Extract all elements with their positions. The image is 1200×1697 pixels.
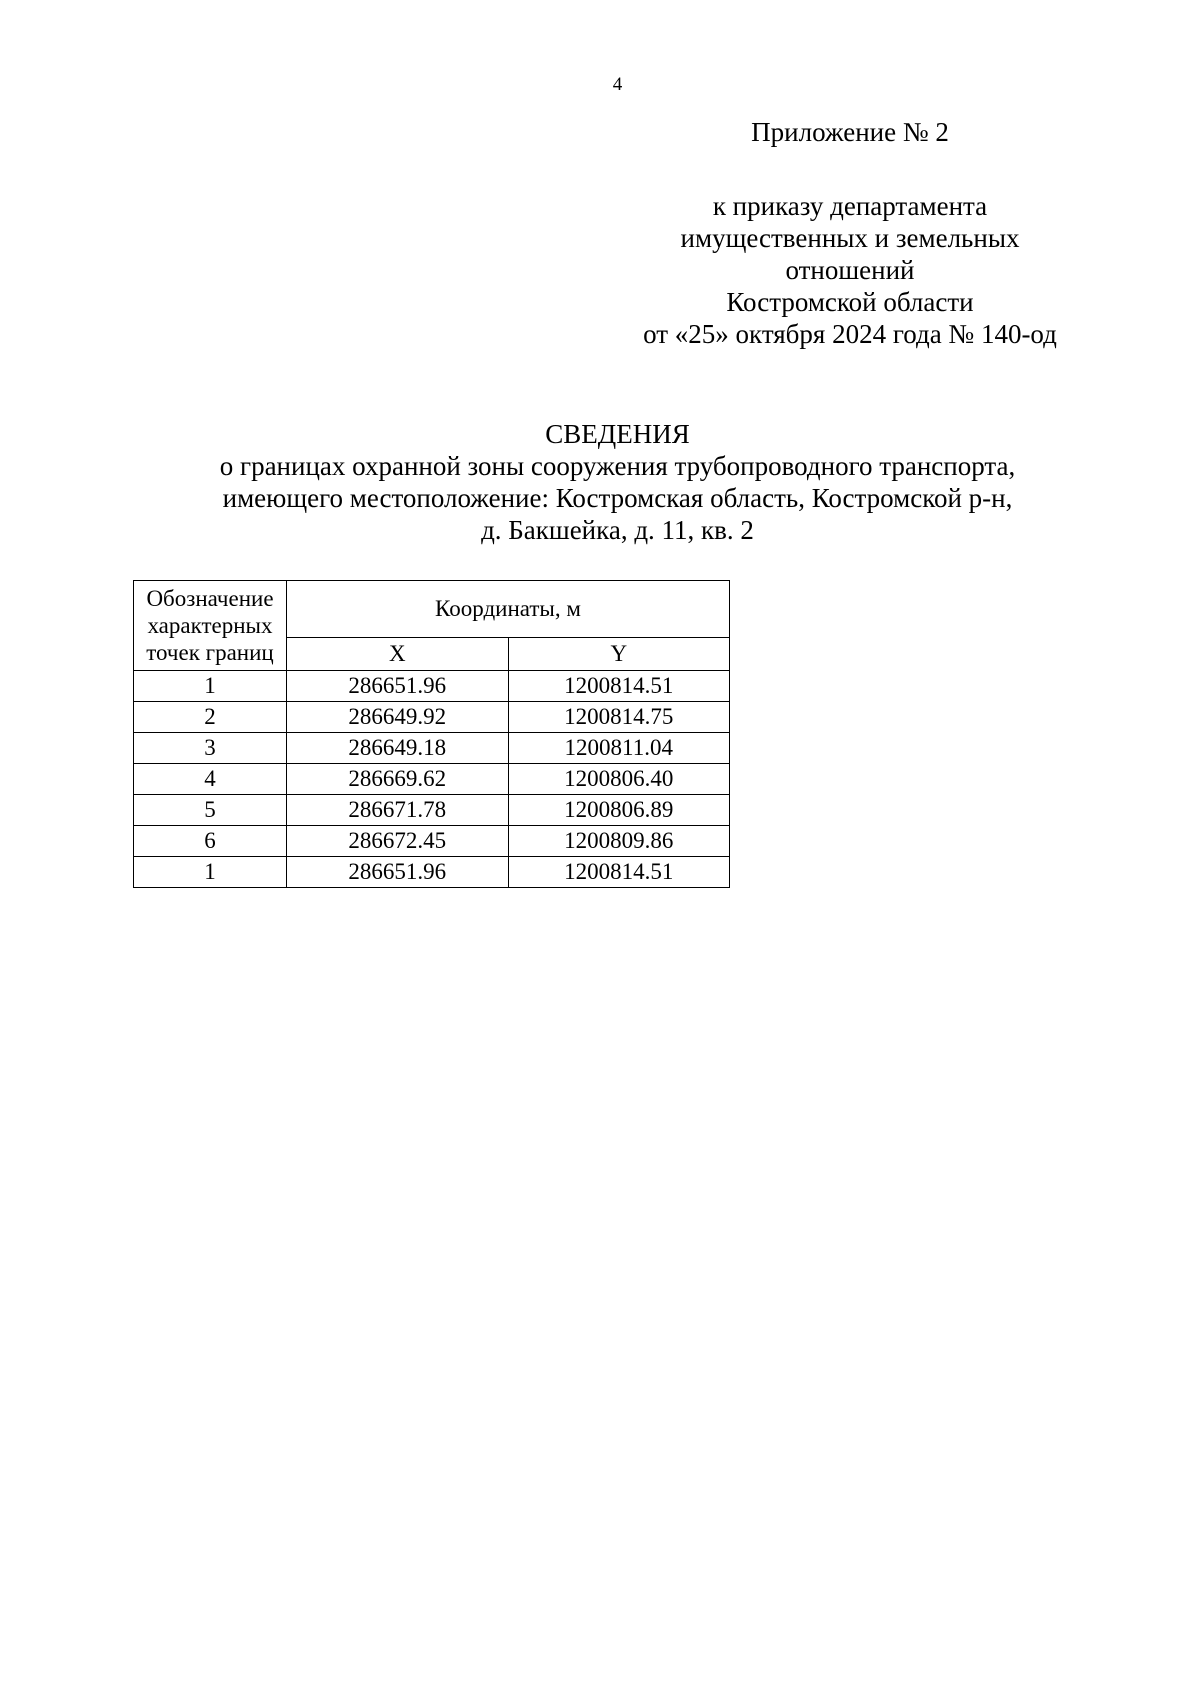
point-cell: 3 bbox=[134, 733, 287, 764]
header-x: X bbox=[287, 638, 509, 671]
header-point-label-line: точек границ bbox=[146, 640, 274, 665]
appendix-title: Приложение № 2 bbox=[751, 117, 949, 147]
point-cell: 2 bbox=[134, 702, 287, 733]
table-row bbox=[134, 795, 730, 826]
x-cell: 286651.96 bbox=[287, 857, 509, 888]
appendix-line: от «25» октября 2024 года № 140-од bbox=[643, 319, 1057, 349]
y-cell: 1200811.04 bbox=[508, 733, 730, 764]
appendix-line: к приказу департамента bbox=[712, 191, 988, 221]
x-cell: 286649.18 bbox=[287, 733, 509, 764]
appendix-line: отношений bbox=[785, 255, 915, 285]
point-cell: 5 bbox=[134, 795, 287, 826]
y-cell: 1200806.89 bbox=[508, 795, 730, 826]
x-cell: 286651.96 bbox=[287, 671, 509, 702]
point-cell: 4 bbox=[134, 764, 287, 795]
header-point-label bbox=[134, 581, 287, 671]
point-cell: 1 bbox=[134, 857, 287, 888]
appendix-line: Костромской области bbox=[726, 287, 974, 317]
point-cell: 6 bbox=[134, 826, 287, 857]
y-cell: 1200814.51 bbox=[508, 671, 730, 702]
y-cell: 1200814.51 bbox=[508, 857, 730, 888]
table-row bbox=[134, 671, 730, 702]
document-heading bbox=[0, 418, 1200, 546]
coordinates-table bbox=[133, 580, 730, 888]
table-row bbox=[134, 733, 730, 764]
heading-line: о границах охранной зоны сооружения трубопроводного транспорта, bbox=[219, 451, 1016, 481]
appendix-reference bbox=[600, 190, 1100, 350]
heading-line: имеющего местоположение: Костромская область, Костромской р-н, bbox=[222, 483, 1013, 513]
y-cell: 1200809.86 bbox=[508, 826, 730, 857]
point-cell: 1 bbox=[134, 671, 287, 702]
heading-line: д. Бакшейка, д. 11, кв. 2 bbox=[481, 515, 754, 545]
x-cell: 286672.45 bbox=[287, 826, 509, 857]
y-cell: 1200806.40 bbox=[508, 764, 730, 795]
heading-title: СВЕДЕНИЯ bbox=[545, 419, 690, 449]
appendix-line: имущественных и земельных bbox=[680, 223, 1020, 253]
x-cell: 286669.62 bbox=[287, 764, 509, 795]
x-cell: 286671.78 bbox=[287, 795, 509, 826]
x-cell: 286649.92 bbox=[287, 702, 509, 733]
header-coordinates: Координаты, м bbox=[287, 581, 730, 638]
header-point-label-line: Обозначение bbox=[146, 586, 274, 611]
page-number: 4 bbox=[612, 74, 623, 95]
header-y: Y bbox=[508, 638, 730, 671]
table-row bbox=[134, 764, 730, 795]
header-point-label-line: характерных bbox=[147, 613, 273, 638]
y-cell: 1200814.75 bbox=[508, 702, 730, 733]
table-row bbox=[134, 826, 730, 857]
table-row bbox=[134, 702, 730, 733]
table-row bbox=[134, 857, 730, 888]
